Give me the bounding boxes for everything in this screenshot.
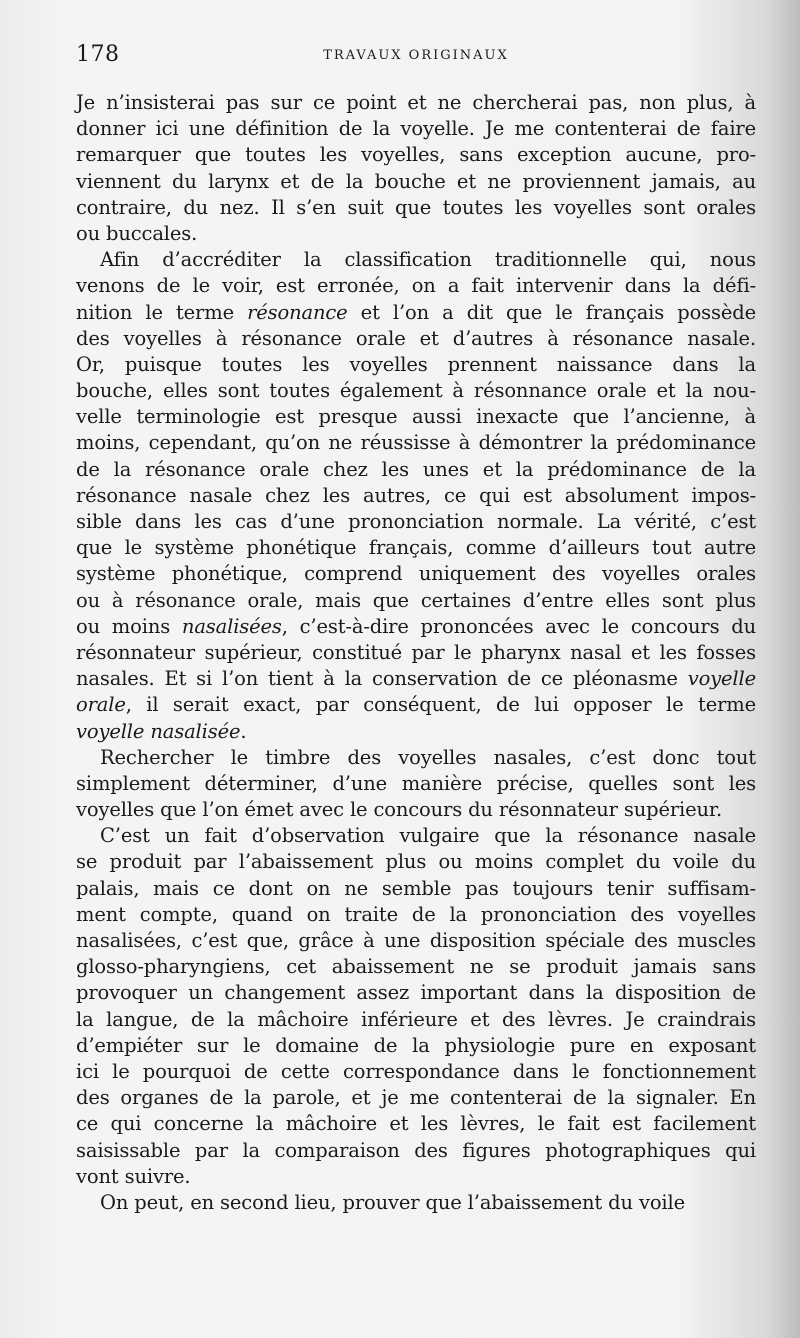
text-segment: Rechercher le timbre des voyelles nasales, c’est donc tout bbox=[100, 745, 756, 769]
text-segment: de la résonance orale chez les unes et la prédominance de la bbox=[76, 457, 756, 481]
text-line bbox=[76, 692, 756, 718]
text-line bbox=[76, 1138, 756, 1164]
text-segment: que le système phonétique français, comme d’ailleurs tout autre bbox=[76, 536, 756, 560]
text-line bbox=[76, 116, 756, 142]
text-segment: nition le terme bbox=[76, 300, 248, 324]
text-segment: ment compte, quand on traite de la prononciation des voyelles bbox=[76, 902, 756, 926]
text-line bbox=[76, 561, 756, 587]
text-segment: ici le pourquoi de cette correspondance dans le fonctionnement bbox=[76, 1059, 756, 1083]
text-segment: voyelles que l’on émet avec le concours du résonnateur supérieur. bbox=[76, 798, 723, 822]
text-line bbox=[76, 378, 756, 404]
italic-term: voyelle nasalisée bbox=[76, 719, 241, 743]
text-line bbox=[76, 90, 756, 116]
text-line bbox=[76, 457, 756, 483]
text-line bbox=[76, 142, 756, 168]
text-segment: résonance nasale chez les autres, ce qui est absolument impos- bbox=[76, 483, 756, 507]
text-line bbox=[76, 1111, 756, 1137]
text-line bbox=[76, 745, 756, 771]
text-segment: et l’on a dit que le français possède bbox=[347, 300, 756, 324]
text-segment: simplement déterminer, d’une manière précise, quelles sont les bbox=[76, 771, 756, 795]
body-text bbox=[76, 90, 756, 1216]
text-segment: . bbox=[240, 719, 247, 743]
text-line bbox=[76, 954, 756, 980]
italic-term: résonance bbox=[247, 300, 348, 324]
text-line bbox=[76, 352, 756, 378]
text-line bbox=[76, 535, 756, 561]
text-segment: , il serait exact, par conséquent, de lui opposer le terme bbox=[125, 693, 756, 717]
text-line bbox=[76, 1033, 756, 1059]
text-line bbox=[76, 273, 756, 299]
italic-term: orale bbox=[76, 693, 126, 717]
text-segment: système phonétique, comprend uniquement des voyelles orales bbox=[76, 562, 756, 586]
text-line bbox=[76, 195, 756, 221]
page-number: 178 bbox=[76, 42, 120, 67]
text-segment: On peut, en second lieu, prouver que l’abaissement du voile bbox=[100, 1190, 685, 1214]
text-segment: sible dans les cas d’une prononciation normale. La vérité, c’est bbox=[76, 510, 756, 533]
text-segment: , c’est-à-dire prononcées avec le concours du bbox=[281, 614, 756, 638]
text-segment: bouche, elles sont toutes également à résonnance orale et la nou- bbox=[76, 379, 756, 403]
text-line bbox=[76, 326, 756, 352]
italic-term: voyelle bbox=[687, 667, 756, 691]
text-segment: vont suivre. bbox=[76, 1164, 191, 1188]
text-segment: donner ici une définition de la voyelle. Je me contenterai de faire bbox=[76, 117, 756, 141]
text-segment: se produit par l’abaissement plus ou moins complet du voile du bbox=[76, 850, 756, 874]
text-segment: saisissable par la comparaison des figures photographiques qui bbox=[76, 1138, 756, 1162]
text-line bbox=[76, 1085, 756, 1111]
text-segment: contraire, du nez. Il s’en suit que toutes les voyelles sont orales bbox=[76, 195, 756, 219]
text-line bbox=[76, 614, 756, 640]
text-segment: venons de le voir, est erronée, on a fait intervenir dans la défi- bbox=[76, 274, 756, 298]
text-segment: ou moins bbox=[76, 614, 182, 638]
text-segment: remarquer que toutes les voyelles, sans exception aucune, pro- bbox=[76, 143, 756, 167]
text-line bbox=[76, 221, 756, 247]
text-segment: des organes de la parole, et je me contenterai de la signaler. En bbox=[76, 1086, 756, 1110]
text-line bbox=[76, 876, 756, 902]
text-segment: résonnateur supérieur, constitué par le pharynx nasal et les fosses bbox=[76, 640, 756, 664]
text-segment: palais, mais ce dont on ne semble pas toujours tenir suffisam- bbox=[76, 876, 756, 900]
text-line bbox=[76, 1059, 756, 1085]
text-segment: viennent du larynx et de la bouche et ne proviennent jamais, au bbox=[76, 169, 756, 193]
text-line bbox=[76, 902, 756, 928]
text-line bbox=[76, 823, 756, 849]
text-segment: nasales. Et si l’on tient à la conservation de ce pléonasme bbox=[76, 667, 688, 691]
text-line bbox=[76, 483, 756, 509]
text-line bbox=[76, 928, 756, 954]
text-segment: ce qui concerne la mâchoire et les lèvres, le fait est facilement bbox=[76, 1112, 756, 1136]
text-segment: provoquer un changement assez important dans la disposition de bbox=[76, 981, 756, 1005]
running-title: TRAVAUX ORIGINAUX bbox=[323, 48, 509, 63]
text-segment: nasalisées, c’est que, grâce à une disposition spéciale des muscles bbox=[76, 929, 756, 952]
text-line bbox=[76, 169, 756, 195]
text-line bbox=[76, 588, 756, 614]
text-segment: moins, cependant, qu’on ne réussisse à démontrer la prédominance bbox=[76, 431, 756, 455]
text-segment: ou buccales. bbox=[76, 221, 198, 245]
text-line bbox=[76, 797, 756, 823]
italic-term: nasalisées bbox=[181, 614, 282, 638]
text-segment: velle terminologie est presque aussi inexacte que l’ancienne, à bbox=[76, 405, 756, 429]
text-line bbox=[76, 247, 756, 273]
text-line bbox=[76, 849, 756, 875]
text-segment: Or, puisque toutes les voyelles prennent naissance dans la bbox=[76, 352, 756, 376]
text-line bbox=[76, 300, 756, 326]
text-segment: Je n’insisterai pas sur ce point et ne chercherai pas, non plus, à bbox=[76, 91, 756, 114]
text-segment: des voyelles à résonance orale et d’autres à résonance nasale. bbox=[76, 326, 756, 350]
text-line bbox=[76, 1164, 756, 1190]
text-line bbox=[76, 640, 756, 666]
text-line bbox=[76, 404, 756, 430]
text-segment: la langue, de la mâchoire inférieure et des lèvres. Je craindrais bbox=[76, 1007, 756, 1031]
text-segment: d’empiéter sur le domaine de la physiologie pure en exposant bbox=[76, 1033, 756, 1057]
text-line bbox=[76, 1190, 756, 1216]
text-segment: ou à résonance orale, mais que certaines d’entre elles sont plus bbox=[76, 588, 756, 612]
text-segment: Afin d’accréditer la classification traditionnelle qui, nous bbox=[100, 248, 756, 272]
text-line bbox=[76, 771, 756, 797]
text-line bbox=[76, 719, 756, 745]
text-line bbox=[76, 430, 756, 456]
text-segment: glosso-pharyngiens, cet abaissement ne se produit jamais sans bbox=[76, 955, 756, 979]
page-header bbox=[76, 42, 756, 72]
text-segment: C’est un fait d’observation vulgaire que la résonance nasale bbox=[100, 824, 756, 848]
text-line bbox=[76, 666, 756, 692]
text-line bbox=[76, 509, 756, 535]
text-line bbox=[76, 980, 756, 1006]
text-line bbox=[76, 1007, 756, 1033]
